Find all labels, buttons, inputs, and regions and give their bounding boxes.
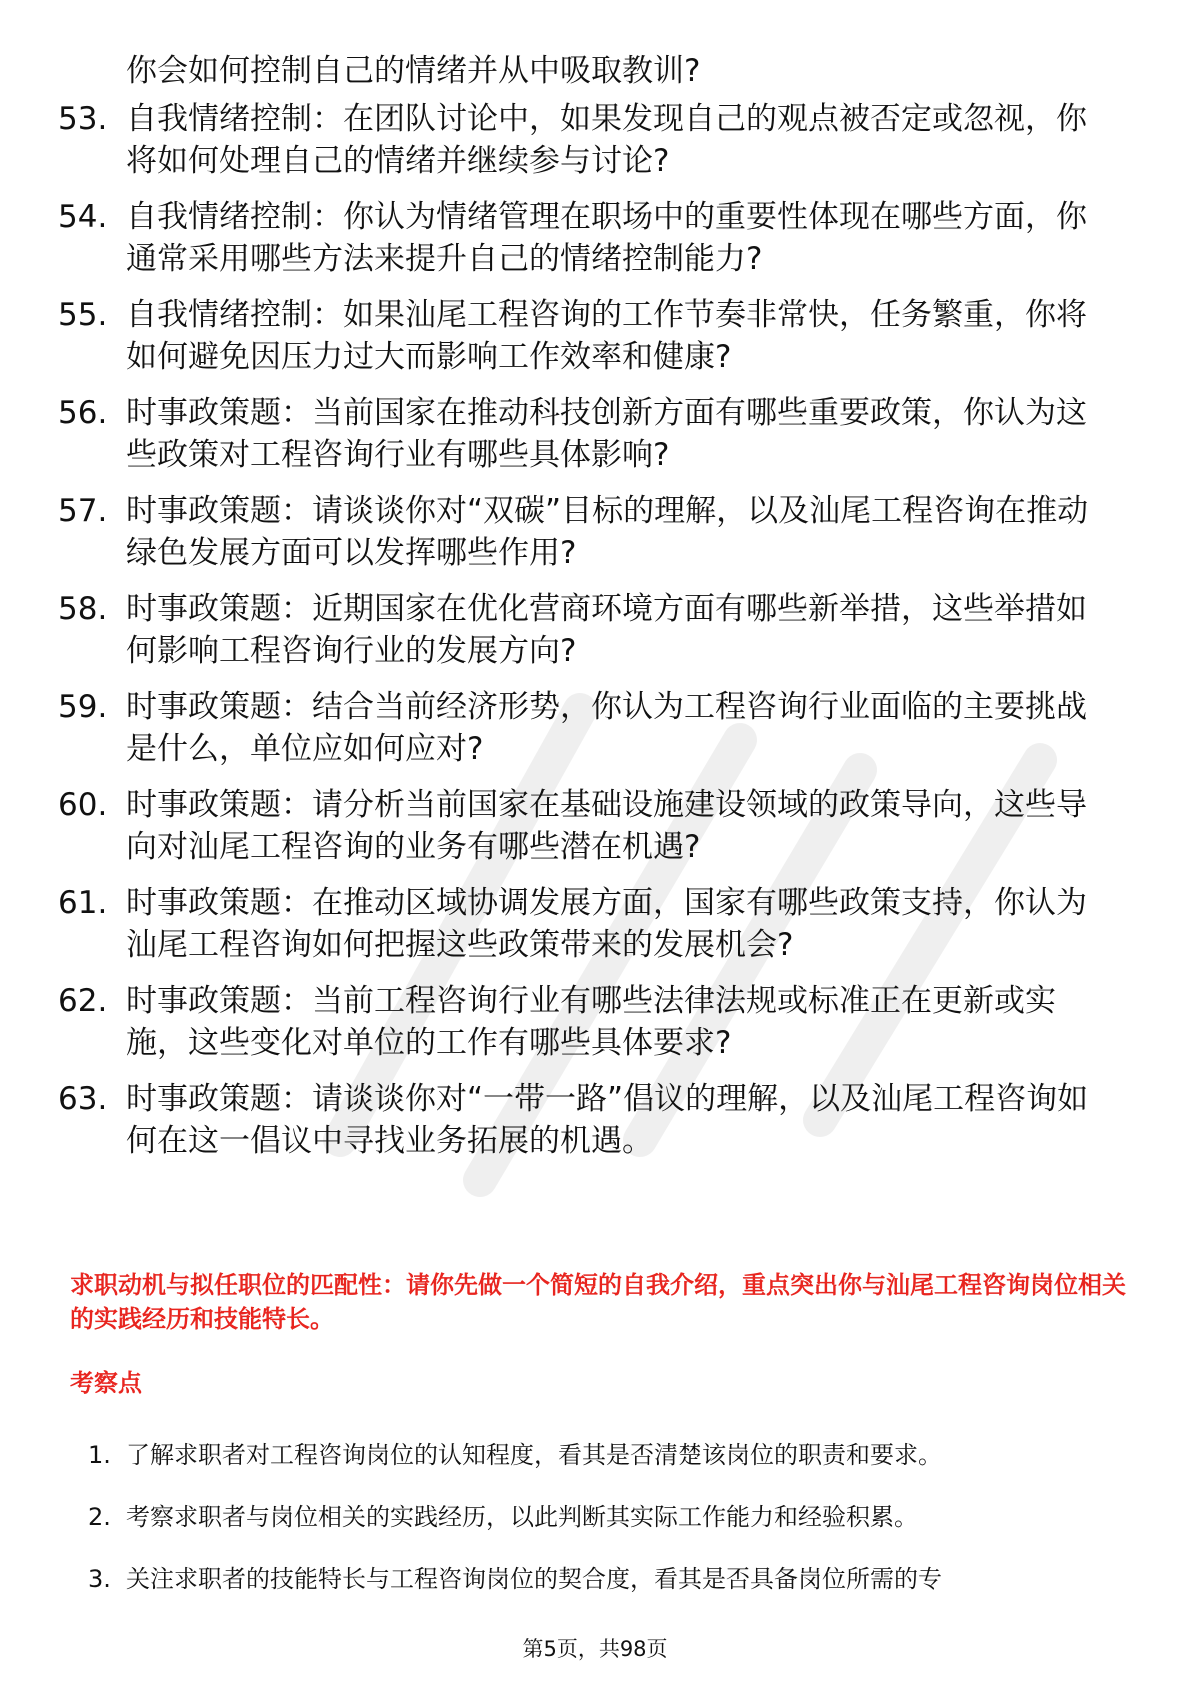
assessment-point (0, 1562, 1126, 1596)
question-number: 55. (58, 297, 108, 333)
question-number: 62. (58, 983, 108, 1019)
question-number: 58. (58, 591, 108, 627)
question-text: 时事政策题：结合当前经济形势，你认为工程咨询行业面临的主要挑战是什么，单位应如何应对? (126, 689, 1087, 767)
question-text: 自我情绪控制：在团队讨论中，如果发现自己的观点被否定或忽视，你将如何处理自己的情绪并继续参与讨论? (126, 101, 1087, 179)
question-item (0, 784, 1106, 868)
question-text: 时事政策题：近期国家在优化营商环境方面有哪些新举措，这些举措如何影响工程咨询行业的发展方向? (126, 591, 1087, 669)
point-text: 关注求职者的技能特长与工程咨询岗位的契合度，看其是否具备岗位所需的专 (126, 1565, 942, 1593)
question-text: 自我情绪控制：如果汕尾工程咨询的工作节奏非常快，任务繁重，你将如何避免因压力过大而影响工作效率和健康? (126, 297, 1087, 375)
question-item (0, 392, 1106, 476)
point-number: 1. (88, 1441, 111, 1469)
question-list (0, 98, 1106, 1176)
question-continuation: 你会如何控制自己的情绪并从中吸取教训? (126, 53, 701, 89)
point-text: 考察求职者与岗位相关的实践经历，以此判断其实际工作能力和经验积累。 (126, 1503, 918, 1531)
question-number: 54. (58, 199, 108, 235)
point-number: 3. (88, 1565, 111, 1593)
question-text: 自我情绪控制：你认为情绪管理在职场中的重要性体现在哪些方面，你通常采用哪些方法来提升自己的情绪控制能力? (126, 199, 1087, 277)
assessment-point-list (0, 1438, 1126, 1624)
section-heading: 求职动机与拟任职位的匹配性：请你先做一个简短的自我介绍，重点突出你与汕尾工程咨询岗位相关的实践经历和技能特长。 (70, 1271, 1126, 1333)
kaocha-label: 考察点 (70, 1369, 142, 1397)
point-text: 了解求职者对工程咨询岗位的认知程度，看其是否清楚该岗位的职责和要求。 (126, 1441, 942, 1469)
question-number: 57. (58, 493, 108, 529)
question-number: 60. (58, 787, 108, 823)
question-item (0, 98, 1106, 182)
question-text: 时事政策题：当前工程咨询行业有哪些法律法规或标准正在更新或实施，这些变化对单位的工作有哪些具体要求? (126, 983, 1056, 1061)
assessment-point (0, 1500, 1126, 1534)
question-number: 53. (58, 101, 108, 137)
question-item (0, 686, 1106, 770)
question-number: 59. (58, 689, 108, 725)
point-number: 2. (88, 1503, 111, 1531)
question-number: 63. (58, 1081, 108, 1117)
question-text: 时事政策题：请谈谈你对“双碳”目标的理解，以及汕尾工程咨询在推动绿色发展方面可以发挥哪些作用? (126, 493, 1089, 571)
question-item (0, 196, 1106, 280)
question-item (0, 882, 1106, 966)
page-footer: 第5页，共98页 (522, 1637, 668, 1661)
question-text: 时事政策题：当前国家在推动科技创新方面有哪些重要政策，你认为这些政策对工程咨询行业有哪些具体影响? (126, 395, 1087, 473)
question-item (0, 980, 1106, 1064)
question-text: 时事政策题：请谈谈你对“一带一路”倡议的理解，以及汕尾工程咨询如何在这一倡议中寻找业务拓展的机遇。 (126, 1081, 1089, 1159)
question-item (0, 490, 1106, 574)
question-number: 61. (58, 885, 108, 921)
question-number: 56. (58, 395, 108, 431)
question-text: 时事政策题：在推动区域协调发展方面，国家有哪些政策支持，你认为汕尾工程咨询如何把握这些政策带来的发展机会? (126, 885, 1087, 963)
question-item (0, 588, 1106, 672)
question-item (0, 294, 1106, 378)
question-text: 时事政策题：请分析当前国家在基础设施建设领域的政策导向，这些导向对汕尾工程咨询的业务有哪些潜在机遇? (126, 787, 1087, 865)
question-item (0, 1078, 1106, 1162)
assessment-point (0, 1438, 1126, 1472)
